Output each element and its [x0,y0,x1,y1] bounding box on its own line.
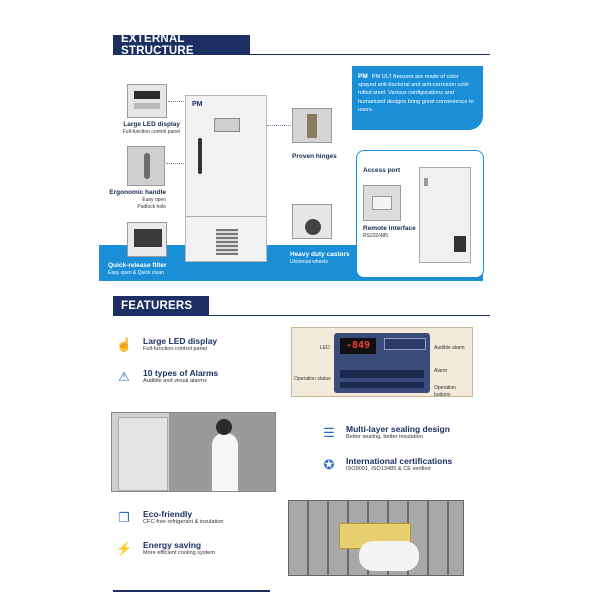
footer-rule [113,590,270,592]
left-label-led [108,121,180,136]
info-box-logo: PM [358,73,368,80]
feature-sealing-sub: Better sealing, better insulation [346,434,423,440]
section-title: FEATURERS [121,300,193,312]
feature-certifications-sub: ISO9001, ISO13485 & CE verified [346,466,431,472]
section-header-external-structure [113,35,250,55]
remote-interface-thumbnail [363,185,401,221]
handle-thumbnail [127,146,165,186]
feature-led [143,336,217,352]
freezer-cabinet [185,95,267,262]
hinge-block [307,114,317,138]
feature-certifications-title: International certifications [346,456,453,466]
alarm-icon: ⚠ [118,369,130,384]
right-label-castors-title: Heavy duty castors [290,251,350,258]
left-label-filter-sub: Easy open & Quick clean [108,270,164,276]
power-label: Power on/off [362,256,402,263]
left-label-handle-sub: Easy open [142,197,166,203]
feature-eco [143,509,224,525]
sample-rack-photo [288,500,464,576]
panel-operation-status: Operation status [294,376,331,382]
freezer-control-panel [214,118,240,132]
feature-alarms-title: 10 types of Alarms [143,368,219,378]
led-display-thumbnail [127,84,167,118]
panel-audible-alarm: Audible alarm [434,345,465,351]
left-label-led-sub: Full-function control panel [122,129,180,135]
feature-energy-sub: More efficient cooling system [143,550,216,556]
gloved-hand [359,541,419,571]
brand-logo: PM [192,101,203,108]
left-label-handle-sub2: Padlock hole [137,203,166,210]
header-rule [250,54,490,55]
freezer-handle [198,138,202,174]
info-box [352,66,483,130]
info-box-text [358,73,478,114]
access-port-label: Access port [363,167,401,174]
panel-operation-buttons: Operation buttons [434,385,456,398]
right-label-castors-sub: Universal wheels [290,259,328,265]
side-fan [454,236,466,252]
freezer-side-view [419,167,471,263]
feature-certifications [346,456,452,472]
freezer-door-line [186,216,266,217]
left-label-filter [108,262,198,277]
feature-energy-title: Energy saving [143,540,202,550]
usb-label: USB interface [362,248,405,255]
castor-wheel [305,219,321,235]
castor-thumbnail [292,204,332,239]
handle-bar [144,153,150,179]
freezer-grille [216,229,238,255]
left-label-led-title: Large LED display [123,121,180,128]
left-label-handle [100,189,166,210]
remote-interface-label [363,225,416,240]
led-screen [134,91,160,99]
lab-technician-photo [111,412,276,492]
right-label-hinges: Proven hinges [292,153,337,160]
photo-door [118,417,168,491]
panel-keys-row [340,370,424,378]
feature-sealing-title: Multi-layer sealing design [346,424,450,434]
remote-title: Remote interface [363,225,416,232]
panel-display-value: -849 [345,340,371,351]
energy-plug-icon: ⚡ [116,541,133,556]
section-title: EXTERNAL STRUCTURE [121,33,194,57]
connector-line [168,101,184,102]
panel-display [340,338,376,354]
panel-alarm: Alarm [434,368,448,374]
feature-alarms [143,368,218,384]
connector-line [267,125,291,126]
panel-led-label: LED [320,345,330,351]
led-buttons [134,103,160,109]
filter-thumbnail [127,222,167,257]
feature-led-sub: Full-function control panel [143,346,208,352]
eco-box-icon: ❐ [118,510,130,525]
feature-energy [143,540,215,556]
header-rule [209,315,490,316]
side-port [424,178,428,186]
feature-alarms-sub: Audible and visual alarms [143,378,207,384]
layers-icon: ☰ [323,425,335,440]
certificate-icon: ✪ [323,457,335,472]
feature-led-title: Large LED display [143,336,218,346]
panel-keys-row2 [340,382,424,388]
usb-power-labels [362,248,405,264]
feature-sealing [346,424,450,440]
left-label-filter-title: Quick-release filter [108,262,167,269]
panel-logo [384,338,426,350]
feature-eco-title: Eco-friendly [143,509,193,519]
feature-eco-sub: CFC-free refrigerant & insulation [143,519,224,525]
left-label-handle-title: Ergonomic handle [109,189,166,196]
touch-icon: ☝ [116,337,133,352]
filter-grille [134,229,162,247]
port-block [372,196,392,210]
info-box-body: PM ULT freezers are made of color spayed anti-bacterial and anti-corrosion cold-rolled steel. Various configurations and humanized designs bring great convenience to users. [358,74,474,113]
photo-head [216,419,232,435]
remote-sub: RS232/485 [363,233,389,239]
control-panel-diagram [291,327,473,397]
section-header-featurers [113,296,209,316]
photo-person [212,433,238,492]
hinge-thumbnail [292,108,332,143]
